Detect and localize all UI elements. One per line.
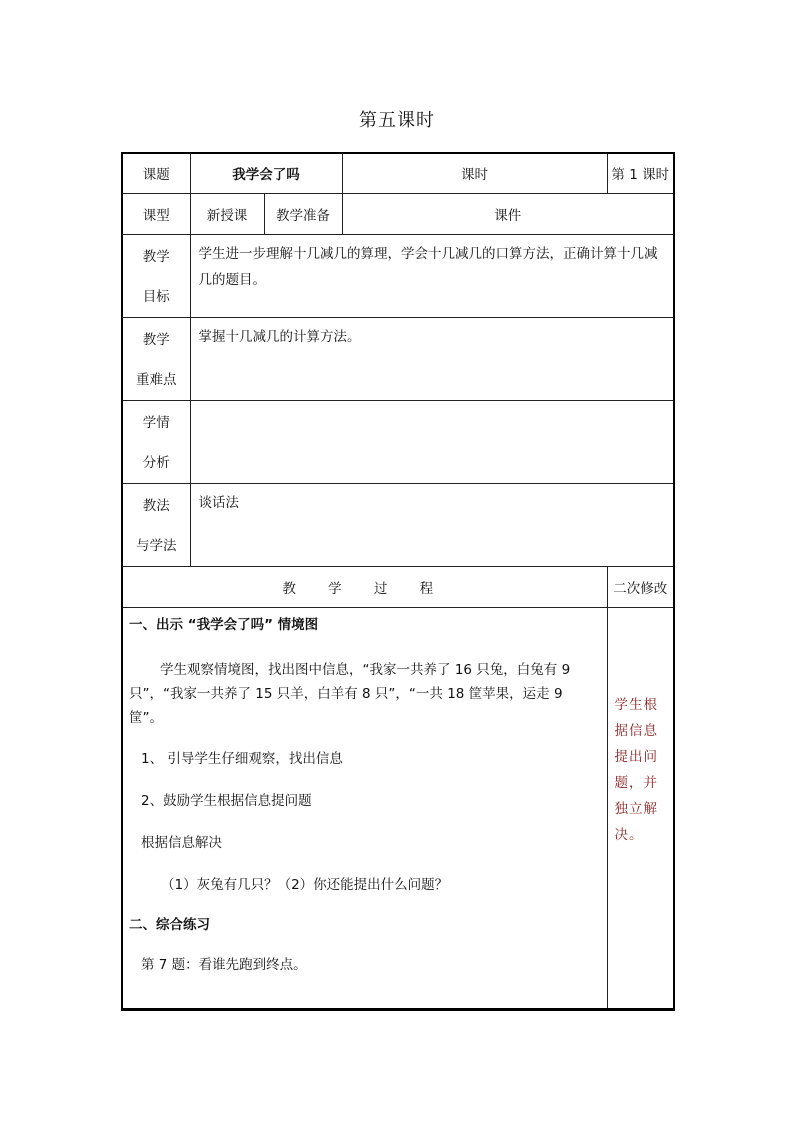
row-process — [122, 607, 674, 1009]
methods-label-line1: 教法 — [142, 497, 170, 514]
methods-text: 谈话法 — [190, 483, 674, 566]
topic-label: 课题 — [122, 153, 190, 193]
section1-title: 一、出示 “我学会了吗” 情境图 — [129, 616, 319, 633]
analysis-label-line2: 分析 — [142, 454, 170, 471]
row-analysis — [122, 400, 674, 483]
methods-label — [122, 483, 190, 566]
type-value: 新授课 — [190, 193, 264, 234]
hours-label: 课时 — [342, 153, 607, 193]
lesson-plan-table — [121, 152, 675, 1011]
row-methods — [122, 483, 674, 566]
goals-label — [122, 234, 190, 317]
key-points-label-line1: 教学 — [142, 331, 170, 348]
analysis-label — [122, 400, 190, 483]
revision-note: 学生根据信息提出问题，并独立解决。 — [607, 607, 674, 1009]
row-type — [122, 193, 674, 234]
key-points-text: 掌握十几减几的计算方法。 — [190, 317, 674, 400]
goals-label-line2: 目标 — [142, 288, 170, 305]
row-process-header — [122, 566, 674, 607]
prep-label: 教学准备 — [264, 193, 342, 234]
questions: （1）灰兔有几只？（2）你还能提出什么问题？ — [161, 876, 449, 893]
row-goals — [122, 234, 674, 317]
goals-text: 学生进一步理解十几减几的算理，学会十几减几的口算方法，正确计算十几减几的题目。 — [190, 234, 674, 317]
key-points-label-line2: 重难点 — [136, 371, 177, 388]
page-title: 第五课时 — [359, 110, 435, 131]
methods-label-line2: 与学法 — [136, 537, 177, 554]
hours-value: 第 1 课时 — [607, 153, 674, 193]
prep-value: 课件 — [342, 193, 674, 234]
revision-header: 二次修改 — [607, 566, 674, 607]
exercise: 第 7 题：看谁先跑到终点。 — [141, 956, 307, 973]
type-label: 课型 — [122, 193, 190, 234]
step-1: 1、 引导学生仔细观察，找出信息 — [141, 750, 343, 767]
analysis-label-line1: 学情 — [142, 414, 170, 431]
step-2: 2、鼓励学生根据信息提问题 — [141, 792, 312, 809]
process-header: 教 学 过 程 — [122, 566, 607, 607]
scenario-paragraph: 学生观察情境图，找出图中信息，“我家一共养了 16 只兔，白兔有 9 只”，“我家一共养了 15 只羊，白羊有 8 只”，“一共 18 筐苹果，运走 9 筐”。 — [129, 661, 571, 726]
row-key-points — [122, 317, 674, 400]
row-topic — [122, 153, 674, 193]
section2-title: 二、综合练习 — [129, 916, 210, 933]
topic-value: 我学会了吗 — [190, 153, 342, 193]
goals-label-line1: 教学 — [142, 248, 170, 265]
step-3: 根据信息解决 — [141, 834, 222, 851]
analysis-text — [190, 400, 674, 483]
key-points-label — [122, 317, 190, 400]
process-content — [122, 607, 607, 1009]
